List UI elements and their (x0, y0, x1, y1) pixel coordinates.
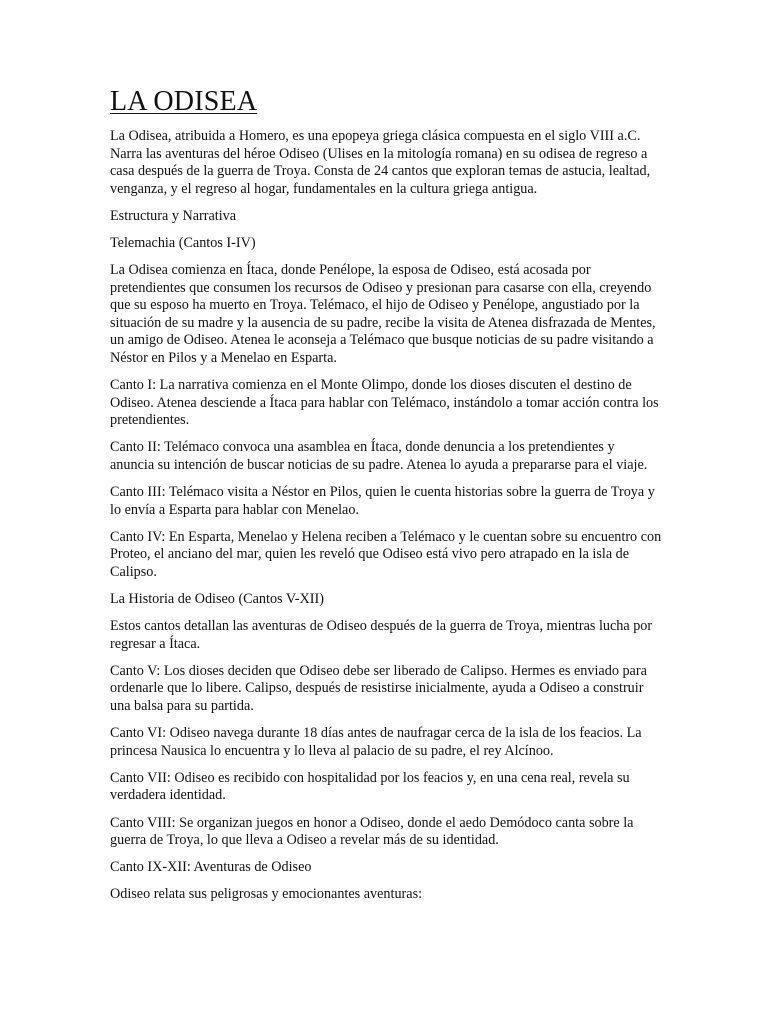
canto-v-paragraph: Canto V: Los dioses deciden que Odiseo debe ser liberado de Calipso. Hermes es enviado para ordenarle que lo libere. Calipso, después de resistirse inicialmente, ayuda a Odiseo a construir una balsa para su partida. (110, 662, 647, 715)
section-heading-estructura: Estructura y Narrativa (110, 207, 237, 224)
aventuras-intro-paragraph: Odiseo relata sus peligrosas y emocionantes aventuras: (110, 886, 423, 903)
document-page (110, 86, 662, 913)
intro-paragraph: La Odisea, atribuida a Homero, es una epopeya griega clásica compuesta en el siglo VIII a.C. Narra las aventuras del héroe Odiseo (Ulises en la mitología romana) en su odisea de regreso a casa después de la guerra de Troya. Consta de 24 cantos que exploran temas de astucia, lealtad, venganza, y el regreso al hogar, fundamentales en la cultura griega antigua. (110, 128, 651, 197)
document-title: LA ODISEA (110, 86, 258, 117)
section-heading-cantos-ix-xii: Canto IX-XII: Aventuras de Odiseo (110, 859, 312, 876)
telemachia-paragraph: La Odisea comienza en Ítaca, donde Penélope, la esposa de Odiseo, está acosada por pretendientes que consumen los recursos de Odiseo y presionan para casarse con ella, creyendo que su esposo ha muerto en Troya. Telémaco, el hijo de Odiseo y Penélope, angustiado por la situación de su madre y la ausencia de su padre, recibe la visita de Atenea disfrazada de Mentes, un amigo de Odiseo. Atenea le aconseja a Telémaco que busque noticias de su padre visitando a Néstor en Pilos y a Menelao en Esparta. (110, 262, 656, 367)
canto-iv-paragraph: Canto IV: En Esparta, Menelao y Helena reciben a Telémaco y le cuentan sobre su encuentro con Proteo, el anciano del mar, quien les reveló que Odiseo está vivo pero atrapado en la isla de Calipso. (110, 528, 662, 580)
historia-intro-paragraph: Estos cantos detallan las aventuras de Odiseo después de la guerra de Troya, mientras lucha por regresar a Ítaca. (110, 618, 653, 652)
canto-viii-paragraph: Canto VIII: Se organizan juegos en honor a Odiseo, donde el aedo Demódoco canta sobre la guerra de Troya, lo que lleva a Odiseo a revelar más de su identidad. (110, 814, 634, 849)
section-heading-historia-odiseo: La Historia de Odiseo (Cantos V-XII) (110, 591, 324, 608)
section-heading-telemachia: Telemachia (Cantos I-IV) (110, 234, 256, 251)
canto-ii-paragraph: Canto II: Telémaco convoca una asamblea en Ítaca, donde denuncia a los pretendientes y anuncia su intención de buscar noticias de su padre. Atenea lo ayuda a prepararse para el viaje. (110, 439, 648, 473)
canto-vii-paragraph: Canto VII: Odiseo es recibido con hospitalidad por los feacios y, en una cena real, revela su verdadera identidad. (110, 769, 630, 804)
canto-vi-paragraph: Canto VI: Odiseo navega durante 18 días antes de naufragar cerca de la isla de los feacios. La princesa Nausica lo encuentra y lo lleva al palacio de su padre, el rey Alcínoo. (110, 725, 642, 759)
canto-i-paragraph: Canto I: La narrativa comienza en el Monte Olimpo, donde los dioses discuten el destino de Odiseo. Atenea desciende a Ítaca para hablar con Telémaco, instándolo a tomar acción contra los pretendientes. (110, 377, 659, 429)
canto-iii-paragraph: Canto III: Telémaco visita a Néstor en Pilos, quien le cuenta historias sobre la guerra de Troya y lo envía a Esparta para hablar con Menelao. (110, 484, 655, 518)
